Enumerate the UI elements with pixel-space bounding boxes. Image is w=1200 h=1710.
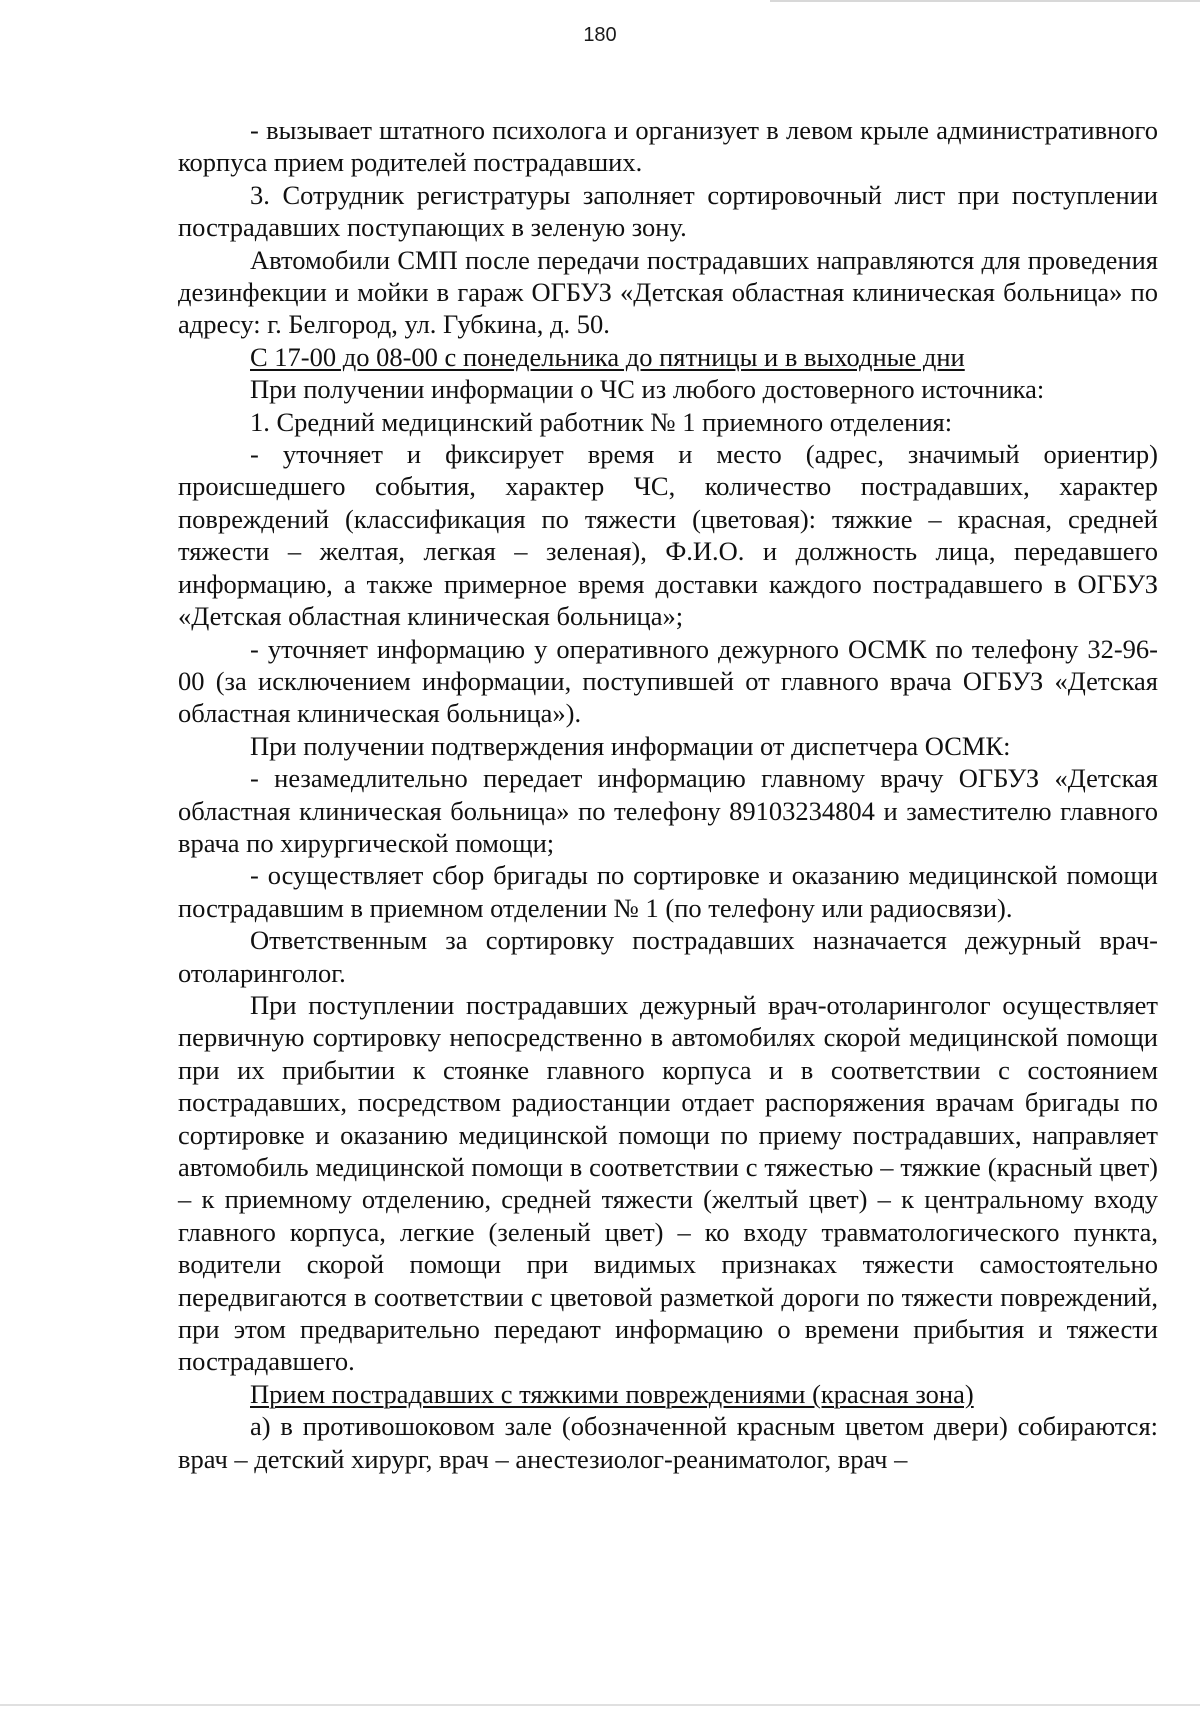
section-heading-night-weekend xyxy=(178,341,1158,373)
paragraph-nurse-role: 1. Средний медицинский работник № 1 приемного отделения: xyxy=(250,406,953,437)
section-heading-text: Прием пострадавших с тяжкими повреждениями (красная зона) xyxy=(250,1378,974,1409)
paragraph-receiving-info: При получении информации о ЧС из любого достоверного источника: xyxy=(250,374,1045,405)
scan-edge-top xyxy=(770,0,1200,2)
paragraph-team-assembly: - осуществляет сбор бригады по сортировке и оказанию медицинской помощи пострадавшим в приемном отделении № 1 (по телефону или радиосвязи). xyxy=(178,860,1158,923)
page-number: 180 xyxy=(583,24,617,46)
scan-edge-bottom xyxy=(0,1704,1200,1706)
paragraph-responsible-sorting: Ответственным за сортировку пострадавших назначается дежурный врач-отоларинголог. xyxy=(178,925,1158,988)
paragraph-confirmation: При получении подтверждения информации от диспетчера ОСМК: xyxy=(250,730,1011,761)
section-heading-text: С 17-00 до 08-00 с понедельника до пятницы и в выходные дни xyxy=(250,341,965,372)
document-body xyxy=(178,114,1158,1475)
paragraph-clarifies-osmk: - уточняет информацию у оперативного дежурного ОСМК по телефону 32-96-00 (за исключением информации, поступившей от главного врача ОГБУЗ «Детская областная клиническая больница»). xyxy=(178,633,1158,729)
paragraph-primary-sorting: При поступлении пострадавших дежурный врач-отоларинголог осуществляет первичную сортировку непосредственно в автомобилях скорой медицинской помощи при их прибытии к стоянке главного корпуса и в соответствии с состоянием пострадавших, посредством радиостанции отдает распоряжения врачам бригады по сортировке и оказанию медицинской помощи по приему пострадавших, направляет автомобиль медицинской помощи в соответствии с тяжестью – тяжкие (красный цвет) – к приемному отделению, средней тяжести (желтый цвет) – к центральному входу главного корпуса, легкие (зеленый цвет) – ко входу травматологического пункта, водители скорой помощи при видимых признаках тяжести самостоятельно передвигаются в соответствии с цветовой разметкой дороги по тяжести повреждений, при этом предварительно передают информацию о времени прибытия и тяжести пострадавшего. xyxy=(178,989,1158,1377)
paragraph-notify-chief: - незамедлительно передает информацию главному врачу ОГБУЗ «Детская областная клиническая больница» по телефону 89103234804 и заместителю главного врача по хирургической помощи; xyxy=(178,763,1158,858)
section-heading-red-zone xyxy=(178,1378,1158,1410)
paragraph-clarifies-event: - уточняет и фиксирует время и место (адрес, значимый ориентир) происшедшего события, характер ЧС, количество пострадавших, характер повреждений (классификация по тяжести (цветовая): тяжкие – красная, средней тяжести – желтая, легкая – зеленая), Ф.И.О. и должность лица, передавшего информацию, а также примерное время доставки каждого пострадавшего в ОГБУЗ «Детская областная клиническая больница»; xyxy=(178,439,1158,632)
paragraph-shock-room: а) в противошоковом зале (обозначенной красным цветом двери) собираются: врач – детский хирург, врач – анестезиолог-реаниматолог, врач – xyxy=(178,1411,1158,1474)
paragraph-ambulance-disinfection: Автомобили СМП после передачи пострадавших направляются для проведения дезинфекции и мойки в гараж ОГБУЗ «Детская областная клиническая больница» по адресу: г. Белгород, ул. Губкина, д. 50. xyxy=(178,244,1158,340)
paragraph-psychologist: - вызывает штатного психолога и организует в левом крыле административного корпуса прием родителей пострадавших. xyxy=(178,115,1158,178)
paragraph-registry-staff: 3. Сотрудник регистратуры заполняет сортировочный лист при поступлении пострадавших поступающих в зеленую зону. xyxy=(178,179,1158,243)
